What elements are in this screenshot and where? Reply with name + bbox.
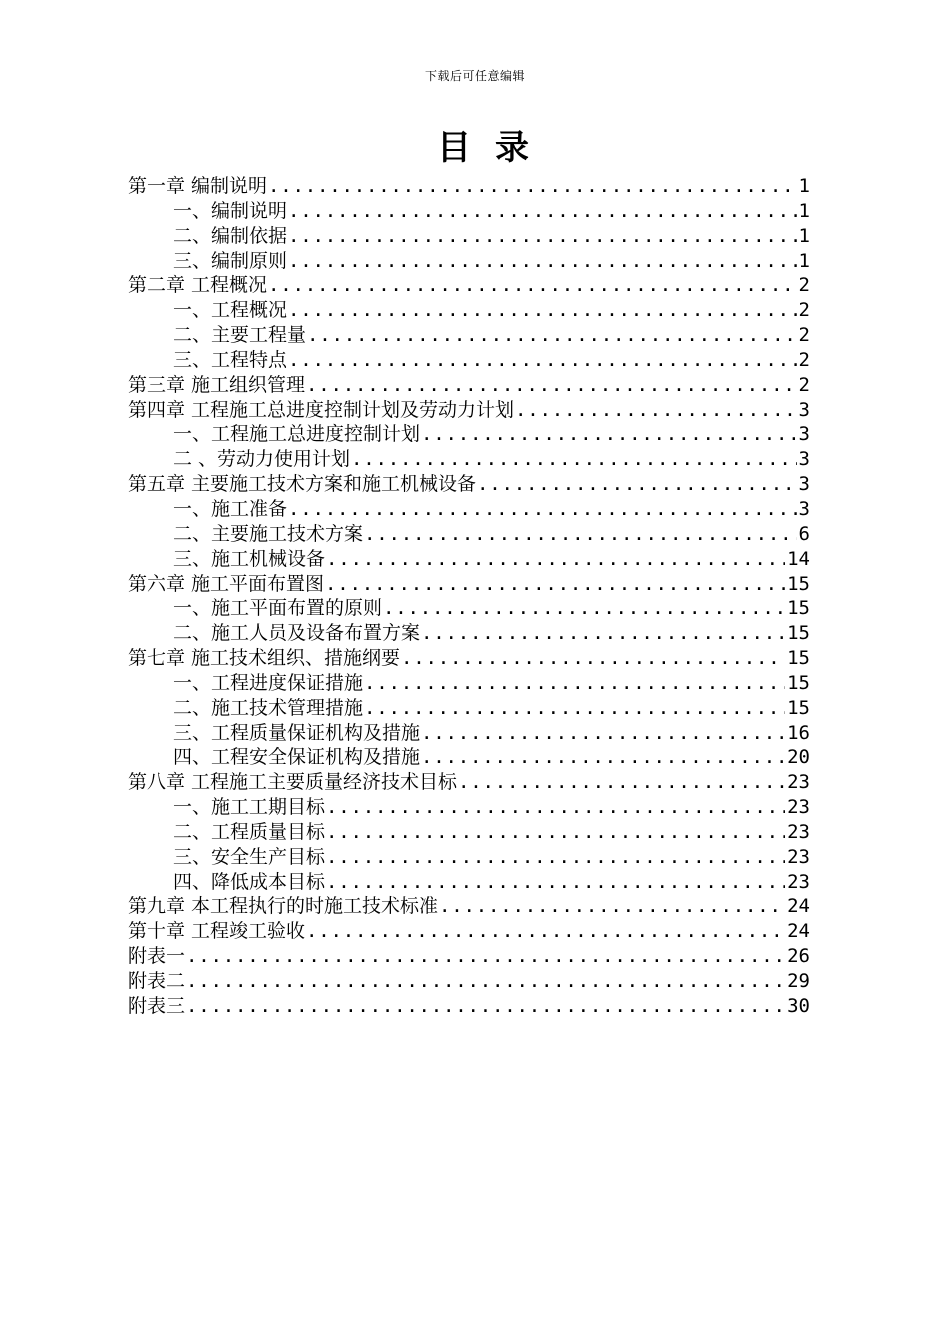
toc-dot-leader — [288, 348, 797, 373]
toc-entry-label: 第二章 工程概况 — [128, 274, 268, 297]
toc-entry-label: 二、施工技术管理措施 — [173, 696, 364, 719]
toc-entry-label: 第九章 本工程执行的时施工技术标准 — [128, 895, 439, 918]
toc-entry-label: 三、安全生产目标 — [173, 845, 326, 868]
toc-dot-leader — [326, 820, 785, 845]
toc-page-number: 3 — [798, 473, 810, 496]
toc-dot-leader — [325, 572, 785, 597]
toc-dot-leader — [268, 174, 797, 199]
toc-page-number: 15 — [787, 696, 810, 719]
toc-entry-label: 一、工程施工总进度控制计划 — [173, 423, 421, 446]
toc-section-entry[interactable] — [128, 447, 810, 472]
toc-page-number: 2 — [798, 348, 810, 371]
toc-chapter-entry[interactable] — [128, 944, 810, 969]
toc-dot-leader — [477, 472, 797, 497]
toc-page-number: 23 — [787, 771, 810, 794]
toc-page-number: 1 — [798, 249, 810, 272]
toc-page-number: 30 — [787, 994, 810, 1017]
toc-entry-label: 三、工程特点 — [173, 348, 288, 371]
toc-chapter-entry[interactable] — [128, 919, 810, 944]
toc-chapter-entry[interactable] — [128, 472, 810, 497]
toc-page-number: 23 — [787, 870, 810, 893]
toc-chapter-entry[interactable] — [128, 174, 810, 199]
toc-dot-leader — [307, 323, 797, 348]
toc-section-entry[interactable] — [128, 199, 810, 224]
toc-dot-leader — [351, 447, 797, 472]
toc-page-number: 3 — [798, 398, 810, 421]
toc-section-entry[interactable] — [128, 745, 810, 770]
toc-entry-label: 二、编制依据 — [173, 224, 288, 247]
toc-entry-label: 二 、劳动力使用计划 — [173, 448, 351, 471]
toc-page-number: 15 — [787, 572, 810, 595]
toc-chapter-entry[interactable] — [128, 273, 810, 298]
toc-page-number: 20 — [787, 746, 810, 769]
toc-page-number: 6 — [798, 522, 810, 545]
toc-page-number: 3 — [798, 448, 810, 471]
toc-chapter-entry[interactable] — [128, 398, 810, 423]
toc-page-number: 23 — [787, 796, 810, 819]
toc-page-number: 15 — [787, 597, 810, 620]
toc-section-entry[interactable] — [128, 845, 810, 870]
toc-section-entry[interactable] — [128, 323, 810, 348]
toc-dot-leader — [326, 845, 785, 870]
toc-dot-leader — [268, 273, 797, 298]
toc-entry-label: 一、编制说明 — [173, 199, 288, 222]
toc-section-entry[interactable] — [128, 348, 810, 373]
toc-page-number: 3 — [798, 497, 810, 520]
toc-chapter-entry[interactable] — [128, 373, 810, 398]
toc-dot-leader — [186, 994, 785, 1019]
toc-entry-label: 第六章 施工平面布置图 — [128, 572, 325, 595]
page-header-note: 下载后可任意编辑 — [424, 69, 525, 83]
toc-page-number: 1 — [798, 199, 810, 222]
toc-dot-leader — [383, 596, 785, 621]
toc-dot-leader — [401, 646, 785, 671]
toc-entry-label: 第七章 施工技术组织、措施纲要 — [128, 647, 401, 670]
toc-dot-leader — [288, 298, 797, 323]
toc-dot-leader — [458, 770, 785, 795]
toc-section-entry[interactable] — [128, 795, 810, 820]
toc-dot-leader — [186, 969, 785, 994]
toc-chapter-entry[interactable] — [128, 770, 810, 795]
toc-section-entry[interactable] — [128, 621, 810, 646]
toc-dot-leader — [326, 795, 785, 820]
toc-dot-leader — [364, 696, 785, 721]
toc-chapter-entry[interactable] — [128, 969, 810, 994]
toc-dot-leader — [288, 497, 797, 522]
toc-section-entry[interactable] — [128, 721, 810, 746]
toc-section-entry[interactable] — [128, 224, 810, 249]
toc-page-number: 23 — [787, 845, 810, 868]
toc-entry-label: 四、降低成本目标 — [173, 870, 326, 893]
toc-entry-label: 二、主要工程量 — [173, 324, 307, 347]
toc-chapter-entry[interactable] — [128, 646, 810, 671]
toc-dot-leader — [288, 249, 797, 274]
toc-dot-leader — [288, 224, 797, 249]
toc-entry-label: 一、施工工期目标 — [173, 796, 326, 819]
toc-page-number: 24 — [787, 920, 810, 943]
toc-entry-label: 一、工程概况 — [173, 299, 288, 322]
toc-page-number: 15 — [787, 647, 810, 670]
toc-entry-label: 第十章 工程竣工验收 — [128, 920, 306, 943]
toc-entry-label: 第三章 施工组织管理 — [128, 373, 306, 396]
toc-entry-label: 附表一 — [128, 945, 186, 968]
toc-entry-label: 二、施工人员及设备布置方案 — [173, 622, 421, 645]
toc-section-entry[interactable] — [128, 298, 810, 323]
toc-dot-leader — [326, 870, 785, 895]
toc-dot-leader — [421, 721, 785, 746]
toc-dot-leader — [306, 919, 785, 944]
toc-page-number: 2 — [798, 373, 810, 396]
toc-entry-label: 三、编制原则 — [173, 249, 288, 272]
toc-dot-leader — [186, 944, 785, 969]
toc-dot-leader — [364, 671, 785, 696]
toc-dot-leader — [306, 373, 797, 398]
table-of-contents — [128, 174, 810, 1019]
toc-page-number: 29 — [787, 970, 810, 992]
toc-section-entry[interactable] — [128, 422, 810, 447]
toc-dot-leader — [326, 547, 785, 572]
toc-page-number: 1 — [798, 224, 810, 247]
toc-entry-label: 二、主要施工技术方案 — [173, 522, 364, 545]
toc-section-entry[interactable] — [128, 547, 810, 572]
toc-page-number: 2 — [798, 324, 810, 347]
toc-section-entry[interactable] — [128, 249, 810, 274]
toc-entry-label: 四、工程安全保证机构及措施 — [173, 746, 421, 769]
toc-page-number: 2 — [798, 299, 810, 322]
toc-page-number: 23 — [787, 820, 810, 843]
toc-dot-leader — [421, 621, 785, 646]
toc-dot-leader — [439, 894, 785, 919]
toc-page-number: 14 — [787, 547, 810, 570]
toc-page-number: 26 — [787, 945, 810, 968]
toc-entry-label: 附表二 — [128, 970, 186, 992]
toc-section-entry[interactable] — [128, 596, 810, 621]
toc-section-entry[interactable] — [128, 870, 810, 895]
toc-entry-label: 三、施工机械设备 — [173, 547, 326, 570]
toc-section-entry[interactable] — [128, 820, 810, 845]
toc-chapter-entry[interactable] — [128, 994, 810, 1019]
toc-entry-label: 第一章 编制说明 — [128, 175, 268, 197]
toc-entry-label: 一、施工平面布置的原则 — [173, 597, 383, 620]
toc-dot-leader — [515, 398, 797, 423]
toc-dot-leader — [364, 522, 797, 547]
toc-page-number: 3 — [798, 423, 810, 446]
page-title: 目录 — [437, 128, 553, 168]
toc-chapter-entry[interactable] — [128, 894, 810, 919]
toc-entry-label: 三、工程质量保证机构及措施 — [173, 721, 421, 744]
toc-page-number: 2 — [798, 274, 810, 297]
toc-page-number: 1 — [798, 175, 810, 197]
toc-entry-label: 附表三 — [128, 994, 186, 1017]
toc-entry-label: 一、工程进度保证措施 — [173, 671, 364, 694]
toc-page-number: 15 — [787, 671, 810, 694]
toc-dot-leader — [421, 422, 797, 447]
toc-dot-leader — [421, 745, 785, 770]
toc-entry-label: 第八章 工程施工主要质量经济技术目标 — [128, 771, 458, 794]
toc-section-entry[interactable] — [128, 497, 810, 522]
toc-entry-label: 一、施工准备 — [173, 497, 288, 520]
toc-entry-label: 第四章 工程施工总进度控制计划及劳动力计划 — [128, 398, 515, 421]
toc-section-entry[interactable] — [128, 671, 810, 696]
toc-page-number: 24 — [787, 895, 810, 918]
toc-chapter-entry[interactable] — [128, 572, 810, 597]
toc-dot-leader — [288, 199, 797, 224]
toc-page-number: 16 — [787, 721, 810, 744]
toc-entry-label: 第五章 主要施工技术方案和施工机械设备 — [128, 473, 477, 496]
toc-entry-label: 二、工程质量目标 — [173, 820, 326, 843]
toc-section-entry[interactable] — [128, 522, 810, 547]
toc-section-entry[interactable] — [128, 696, 810, 721]
toc-page-number: 15 — [787, 622, 810, 645]
